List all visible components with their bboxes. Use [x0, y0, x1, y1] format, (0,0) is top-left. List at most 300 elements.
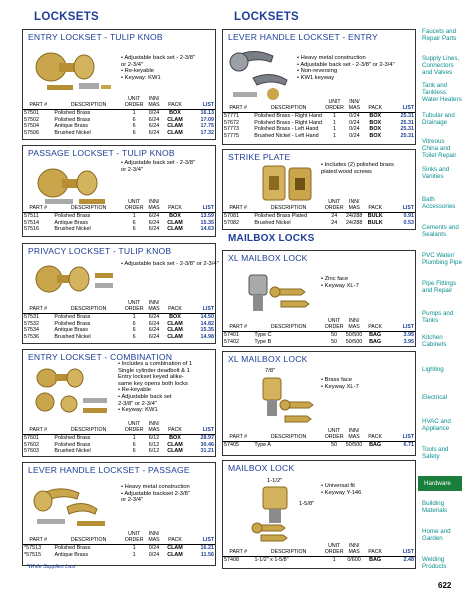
- column-header: INN/ MAS: [144, 422, 163, 435]
- column-header: PACK: [364, 544, 387, 557]
- table-row: [223, 126, 415, 133]
- table-row: [23, 226, 215, 233]
- table-cell: 57603: [24, 448, 39, 455]
- column-header: PACK: [364, 319, 387, 332]
- product-table: [23, 200, 215, 233]
- table-row: [23, 110, 215, 117]
- table-cell: 57081: [224, 213, 239, 220]
- column-header: PACK: [164, 200, 187, 213]
- panel-title: PRIVACY LOCKSET - TULIP KNOB: [28, 246, 172, 256]
- table-cell: BULK: [367, 213, 383, 220]
- table-cell: 0.53: [403, 219, 414, 226]
- table-cell: 6/24: [148, 327, 160, 334]
- table-cell: CLAM: [167, 551, 183, 558]
- table-cell: 57082: [224, 219, 239, 226]
- table-cell: 15.35: [200, 219, 214, 226]
- table-cell: 6/24: [148, 314, 160, 321]
- panel-title: XL MAILBOX LOCK: [228, 253, 308, 263]
- table-cell: 14.63: [200, 226, 214, 233]
- column-header: UNIT ORDER: [124, 532, 145, 545]
- table-cell: 57601: [24, 435, 39, 442]
- sidebar-item[interactable]: PVC Water/ Plumbing Pipe: [422, 252, 462, 266]
- table-cell: Type A: [254, 442, 271, 449]
- column-header: LIST: [186, 301, 215, 314]
- panel-title: MAILBOX LOCK: [228, 463, 295, 473]
- sidebar-item[interactable]: Kitchen Cabinets: [422, 334, 447, 348]
- column-header: PACK: [164, 97, 187, 110]
- table-cell: 0/24: [148, 110, 160, 117]
- lever-passage-image: [27, 477, 115, 533]
- table-row: [223, 213, 415, 220]
- table-cell: BOX: [369, 132, 382, 139]
- table-cell: 16.13: [200, 110, 214, 117]
- table-cell: 1: [132, 110, 136, 117]
- lever-entry-image: [227, 42, 293, 104]
- table-row: [23, 334, 215, 341]
- product-table: [23, 422, 215, 455]
- table-cell: Polished Brass: [54, 441, 91, 448]
- notes: • Brass face • Keyway XL-7: [321, 377, 359, 390]
- table-row: [23, 123, 215, 130]
- page-number: 622: [438, 581, 452, 590]
- table-cell: 1: [132, 551, 136, 558]
- product-table: [223, 429, 415, 449]
- table-cell: 0.91: [403, 213, 414, 220]
- table-cell: Polished Brass: [54, 110, 91, 117]
- table-cell: 57501: [24, 110, 39, 117]
- notes: • Zinc face • Keyway XL-7: [321, 276, 359, 289]
- table-cell: 6: [132, 320, 136, 327]
- table-cell: CLAM: [167, 545, 183, 552]
- table-cell: Antique Brass: [54, 219, 88, 226]
- table-cell: CLAM: [167, 226, 183, 233]
- product-table: [223, 200, 415, 226]
- table-cell: 25.31: [400, 113, 414, 120]
- column-header: PART #: [223, 200, 253, 213]
- table-row: [223, 557, 415, 564]
- table-cell: 50: [331, 442, 338, 449]
- table-cell: 6/12: [148, 441, 160, 448]
- table-cell: 25.31: [400, 126, 414, 133]
- column-header: PART #: [23, 301, 53, 314]
- table-cell: 6/24: [148, 219, 160, 226]
- table-cell: 6/24: [148, 123, 160, 130]
- table-cell: Polished Brass: [54, 314, 91, 321]
- column-header: LIST: [186, 422, 215, 435]
- column-header: LIST: [186, 200, 215, 213]
- product-table: [223, 319, 415, 345]
- panel-mailbox-lock: [222, 460, 416, 569]
- notes: • Adjustable back set - 2-3/8" or 2-3/4": [121, 160, 196, 173]
- column-header: INN/ MAS: [145, 532, 164, 545]
- table-cell: 6: [132, 441, 136, 448]
- column-header: UNIT ORDER: [324, 429, 345, 442]
- column-header: PART #: [23, 200, 53, 213]
- table-cell: CLAM: [167, 129, 183, 136]
- panel-title: LEVER HANDLE LOCKSET - ENTRY: [228, 32, 378, 42]
- column-header: DESCRIPTION: [53, 301, 123, 314]
- column-header: PART #: [223, 319, 253, 332]
- table-row: [223, 133, 415, 140]
- footnote: *While Supplies Last: [26, 564, 76, 570]
- category-header-right: LOCKSETS: [234, 11, 300, 23]
- table-cell: 57516: [24, 226, 39, 233]
- panel-strike-plate: [222, 149, 416, 230]
- table-cell: BULK: [367, 219, 383, 226]
- table-cell: 1: [132, 213, 136, 220]
- product-table: [223, 544, 415, 564]
- table-cell: 6: [132, 448, 136, 455]
- product-table: [23, 301, 215, 341]
- table-cell: Polished Brass: [54, 116, 91, 123]
- table-cell: Brushed Nickel: [54, 333, 91, 340]
- sidebar-item[interactable]: Bath Accessories: [422, 196, 456, 210]
- column-header: UNIT ORDER: [324, 319, 345, 332]
- column-header: PART #: [223, 544, 253, 557]
- panel-title: LEVER HANDLE LOCKSET - PASSAGE: [28, 465, 190, 475]
- table-cell: 25.31: [400, 132, 414, 139]
- column-header: INN/ MAS: [345, 200, 364, 213]
- table-cell: 24/288: [345, 213, 363, 220]
- column-header: LIST: [387, 319, 415, 332]
- table-cell: 57773: [224, 126, 239, 133]
- column-header: DESCRIPTION: [53, 532, 123, 545]
- column-header: INN/ MAS: [144, 97, 163, 110]
- column-header: DESCRIPTION: [253, 200, 324, 213]
- table-cell: Brushed Nickel - Left Hand: [254, 132, 319, 139]
- table-cell: 57502: [24, 116, 39, 123]
- table-cell: BOX: [169, 435, 181, 442]
- table-cell: Antique Brass: [54, 123, 88, 130]
- table-cell: 28.97: [200, 435, 214, 442]
- table-cell: BOX: [369, 126, 382, 133]
- table-cell: 31.21: [200, 448, 214, 455]
- table-row: [223, 120, 415, 127]
- category-header-left: LOCKSETS: [34, 11, 100, 23]
- column-header: LIST: [387, 544, 416, 557]
- table-row: [23, 213, 215, 220]
- table-cell: 1: [333, 113, 337, 120]
- table-cell: 3.95: [403, 332, 414, 339]
- column-header: LIST: [186, 97, 215, 110]
- table-cell: BOX: [369, 119, 382, 126]
- table-cell: 11.56: [200, 551, 214, 558]
- table-cell: 57672: [224, 119, 239, 126]
- table-cell: Polished Brass: [54, 435, 91, 442]
- privacy-lockset-image: [29, 259, 119, 301]
- table-cell: 17.32: [200, 129, 214, 136]
- table-cell: 1: [132, 314, 136, 321]
- table-cell: 6: [132, 116, 136, 123]
- table-cell: 6/24: [148, 116, 160, 123]
- table-cell: CLAM: [167, 333, 183, 340]
- table-row: [223, 220, 415, 227]
- table-cell: Brushed Nickel: [54, 129, 91, 136]
- column-header: DESCRIPTION: [253, 544, 323, 557]
- table-cell: 0/24: [148, 545, 160, 552]
- table-row: [23, 448, 215, 455]
- column-header: INN/ MAS: [345, 100, 364, 113]
- xl-brass-lock-image: [257, 372, 321, 432]
- dimension-label: 1-5/8": [299, 501, 315, 507]
- notes: • Heavy metal construction • Adjustable backset 2-3/8" or 2-3/4": [121, 484, 190, 504]
- table-cell: 57532: [24, 320, 39, 327]
- table-row: [23, 117, 215, 124]
- notes: • Universal fit • Keyway Y-146: [321, 483, 362, 496]
- table-cell: CLAM: [167, 219, 183, 226]
- table-cell: 0/24: [148, 551, 160, 558]
- table-cell: Type B: [254, 338, 272, 345]
- sidebar-item[interactable]: HVAC and Appliance: [422, 418, 451, 432]
- table-cell: 0/24: [349, 113, 360, 120]
- column-header: UNIT ORDER: [324, 100, 345, 113]
- panel-privacy-tulip: [22, 243, 219, 344]
- table-cell: *57515: [24, 551, 42, 558]
- table-cell: 57514: [24, 219, 39, 226]
- table-cell: Polished Brass: [54, 320, 91, 327]
- table-cell: CLAM: [167, 320, 183, 327]
- table-cell: Polished Brass - Right Hand: [254, 119, 322, 126]
- column-header: LIST: [387, 100, 415, 113]
- table-cell: 6: [132, 226, 136, 233]
- table-cell: CLAM: [167, 327, 183, 334]
- table-cell: BOX: [369, 113, 382, 120]
- table-cell: 17.75: [200, 123, 214, 130]
- column-header: LIST: [186, 532, 215, 545]
- table-row: [223, 332, 415, 339]
- table-cell: 0/600: [347, 557, 361, 564]
- sidebar-item[interactable]: Tubular and Drainage: [422, 112, 455, 126]
- column-header: PART #: [23, 532, 53, 545]
- strike-plate-image: [257, 162, 315, 202]
- table-cell: 6/12: [148, 448, 160, 455]
- sidebar-item[interactable]: Home and Garden: [422, 528, 451, 542]
- column-header: UNIT ORDER: [324, 200, 345, 213]
- panel-title: PASSAGE LOCKSET - TULIP KNOB: [28, 148, 175, 158]
- table-cell: 24/288: [345, 219, 363, 226]
- combination-lockset-image: [27, 364, 115, 422]
- table-cell: BOX: [169, 314, 181, 321]
- sidebar-item[interactable]: Building Materials: [422, 500, 448, 514]
- column-header: PART #: [23, 97, 53, 110]
- table-cell: 17.09: [200, 116, 214, 123]
- table-cell: CLAM: [167, 448, 183, 455]
- table-cell: 1: [132, 545, 136, 552]
- table-cell: 3.95: [403, 338, 414, 345]
- table-cell: Brushed Nickel: [54, 448, 91, 455]
- table-cell: 6/24: [148, 226, 160, 233]
- panel-title: XL MAILBOX LOCK: [228, 354, 308, 364]
- dimension-label: 1-1/2": [267, 478, 283, 484]
- column-header: PACK: [364, 429, 387, 442]
- table-cell: 6: [132, 327, 136, 334]
- column-header: PACK: [164, 422, 187, 435]
- table-cell: 57511: [24, 213, 39, 220]
- table-cell: 14.50: [200, 314, 214, 321]
- column-header: UNIT ORDER: [324, 544, 345, 557]
- table-cell: 57771: [224, 113, 239, 120]
- table-cell: Antique Brass: [54, 327, 88, 334]
- table-cell: 6/24: [148, 320, 160, 327]
- sidebar-item[interactable]: Vitreous China and Toilet Repair: [422, 138, 457, 159]
- sidebar-item[interactable]: Supply Lines, Connectors and Valves: [422, 55, 460, 76]
- sidebar-item[interactable]: Welding Products: [422, 556, 447, 570]
- table-cell: 57534: [24, 327, 39, 334]
- panel-entry-tulip: [22, 29, 216, 140]
- table-cell: 1: [333, 119, 337, 126]
- table-cell: 2.48: [403, 557, 414, 564]
- table-cell: 14.82: [200, 320, 214, 327]
- table-cell: 6/24: [148, 129, 160, 136]
- table-cell: 13.59: [200, 213, 214, 220]
- column-header: PART #: [223, 429, 253, 442]
- table-cell: 57506: [24, 129, 39, 136]
- table-row: [223, 339, 415, 346]
- table-cell: 6: [132, 129, 136, 136]
- column-header: INN/ MAS: [144, 301, 163, 314]
- panel-title: ENTRY LOCKSET - TULIP KNOB: [28, 32, 163, 42]
- column-header: DESCRIPTION: [253, 319, 323, 332]
- panel-lever-entry: [222, 29, 416, 145]
- dimension-label: 7/8": [265, 368, 276, 374]
- table-row: [223, 442, 415, 449]
- panel-title: ENTRY LOCKSET - COMBINATION: [28, 352, 173, 362]
- table-cell: 6/24: [148, 333, 160, 340]
- column-header: UNIT ORDER: [124, 97, 145, 110]
- sidebar-item[interactable]: Tools and Safety: [422, 446, 449, 460]
- table-cell: 1: [132, 435, 136, 442]
- column-header: INN/ MAS: [344, 319, 363, 332]
- column-header: UNIT ORDER: [124, 301, 145, 314]
- table-cell: CLAM: [167, 116, 183, 123]
- column-header: DESCRIPTION: [53, 422, 123, 435]
- table-cell: 57536: [24, 333, 39, 340]
- table-cell: *57513: [24, 545, 42, 552]
- column-header: PACK: [164, 301, 187, 314]
- product-table: [23, 532, 215, 558]
- entry-lockset-image: [29, 45, 115, 97]
- table-cell: 6/24: [148, 213, 160, 220]
- mailbox-lock-image: [245, 483, 317, 543]
- sidebar-item[interactable]: Pipe Fittings and Repair: [422, 280, 457, 294]
- table-row: [223, 113, 415, 120]
- table-cell: 15.35: [200, 327, 214, 334]
- column-header: UNIT ORDER: [124, 422, 145, 435]
- panel-xl-brass: [222, 351, 416, 456]
- product-table: [223, 100, 415, 140]
- column-header: INN/ MAS: [344, 429, 363, 442]
- table-cell: 6/12: [148, 435, 160, 442]
- table-cell: CLAM: [167, 123, 183, 130]
- table-cell: 0/24: [349, 132, 360, 139]
- table-cell: BOX: [169, 110, 181, 117]
- table-cell: BAG: [369, 557, 382, 564]
- panel-combination: [22, 349, 216, 457]
- table-row: [23, 552, 215, 559]
- column-header: LIST: [387, 200, 415, 213]
- table-cell: 0/24: [349, 126, 360, 133]
- table-cell: 1-1/2" x 1-5/8": [254, 557, 289, 564]
- column-header: PACK: [164, 532, 187, 545]
- table-cell: 14.98: [200, 333, 214, 340]
- sidebar-item[interactable]: Tank and Tankless Water Heaters: [422, 82, 462, 103]
- sidebar-item[interactable]: Electrical: [422, 394, 448, 401]
- column-header: PART #: [223, 100, 253, 113]
- column-header: INN/ MAS: [345, 544, 364, 557]
- table-cell: 24: [331, 219, 338, 226]
- sidebar-item[interactable]: Pumps and Tanks: [422, 310, 454, 324]
- table-cell: BAG: [369, 442, 382, 449]
- table-cell: 57408: [224, 557, 239, 564]
- notes: • Includes a combination of 1 Single cylinder deadbolt & 1 Entry lockset keyed alike- same key opens both locks • Re-keyable • Adjustable back set 2-3/8" or 2-3/4" • Keyway: KW1: [118, 361, 193, 414]
- table-cell: Polished Brass: [54, 545, 91, 552]
- table-cell: 0/24: [349, 119, 360, 126]
- table-cell: Polished Brass Plated: [254, 213, 308, 220]
- table-cell: 57405: [224, 442, 239, 449]
- table-cell: 50: [331, 332, 338, 339]
- table-cell: 57602: [24, 441, 39, 448]
- panel-passage-tulip: [22, 145, 216, 237]
- mailbox-locks-heading: MAILBOX LOCKS: [228, 233, 315, 244]
- table-cell: 16.21: [200, 545, 214, 552]
- table-cell: 50/500: [345, 338, 363, 345]
- sidebar-item[interactable]: Faucets and Repair Parts: [422, 28, 457, 42]
- column-header: PACK: [364, 200, 387, 213]
- table-cell: 1: [332, 557, 336, 564]
- table-cell: 50: [331, 338, 338, 345]
- table-cell: BOX: [169, 213, 181, 220]
- table-cell: 24: [331, 213, 338, 220]
- product-table: [23, 97, 215, 137]
- table-cell: 6: [132, 333, 136, 340]
- table-cell: Polished Brass - Right Hand: [254, 113, 322, 120]
- table-cell: 57531: [24, 314, 39, 321]
- table-cell: 6: [132, 123, 136, 130]
- table-cell: Antique Brass: [54, 551, 89, 558]
- sidebar-item[interactable]: Hardware: [418, 476, 462, 491]
- sidebar-item[interactable]: Sinks and Vanities: [422, 166, 450, 180]
- table-cell: Polished Brass: [54, 213, 91, 220]
- table-cell: 57775: [224, 132, 239, 139]
- column-header: UNIT ORDER: [124, 200, 145, 213]
- notes: • Adjustable back set - 2-3/8" or 2-3/4" • Re-keyable • Keyway: KW1: [121, 55, 196, 81]
- sidebar-item[interactable]: Lighting: [422, 366, 444, 373]
- table-row: [23, 442, 215, 449]
- panel-lever-passage: [22, 462, 216, 566]
- table-cell: 57504: [24, 123, 39, 130]
- table-cell: 50/500: [345, 442, 363, 449]
- sidebar-item[interactable]: Cements and Sealants: [422, 224, 459, 238]
- table-cell: 50/500: [345, 332, 363, 339]
- table-cell: 1: [333, 126, 337, 133]
- table-cell: BAG: [369, 332, 382, 339]
- table-cell: 57402: [224, 338, 239, 345]
- table-row: [23, 220, 215, 227]
- column-header: LIST: [387, 429, 415, 442]
- table-cell: 30.46: [200, 441, 214, 448]
- table-cell: 25.31: [400, 119, 414, 126]
- table-cell: Polished Brass - Left Hand: [254, 126, 319, 133]
- table-cell: 6: [132, 219, 136, 226]
- table-cell: CLAM: [167, 441, 183, 448]
- column-header: DESCRIPTION: [53, 97, 123, 110]
- table-cell: Brushed Nickel: [54, 226, 91, 233]
- table-cell: 57401: [224, 332, 239, 339]
- notes: • Includes (2) polished brass plated wood screws: [321, 162, 394, 175]
- notes: • Adjustable back set - 2-3/8" or 2-3/4": [121, 261, 219, 267]
- xl-zinc-lock-image: [243, 269, 319, 315]
- column-header: DESCRIPTION: [53, 200, 123, 213]
